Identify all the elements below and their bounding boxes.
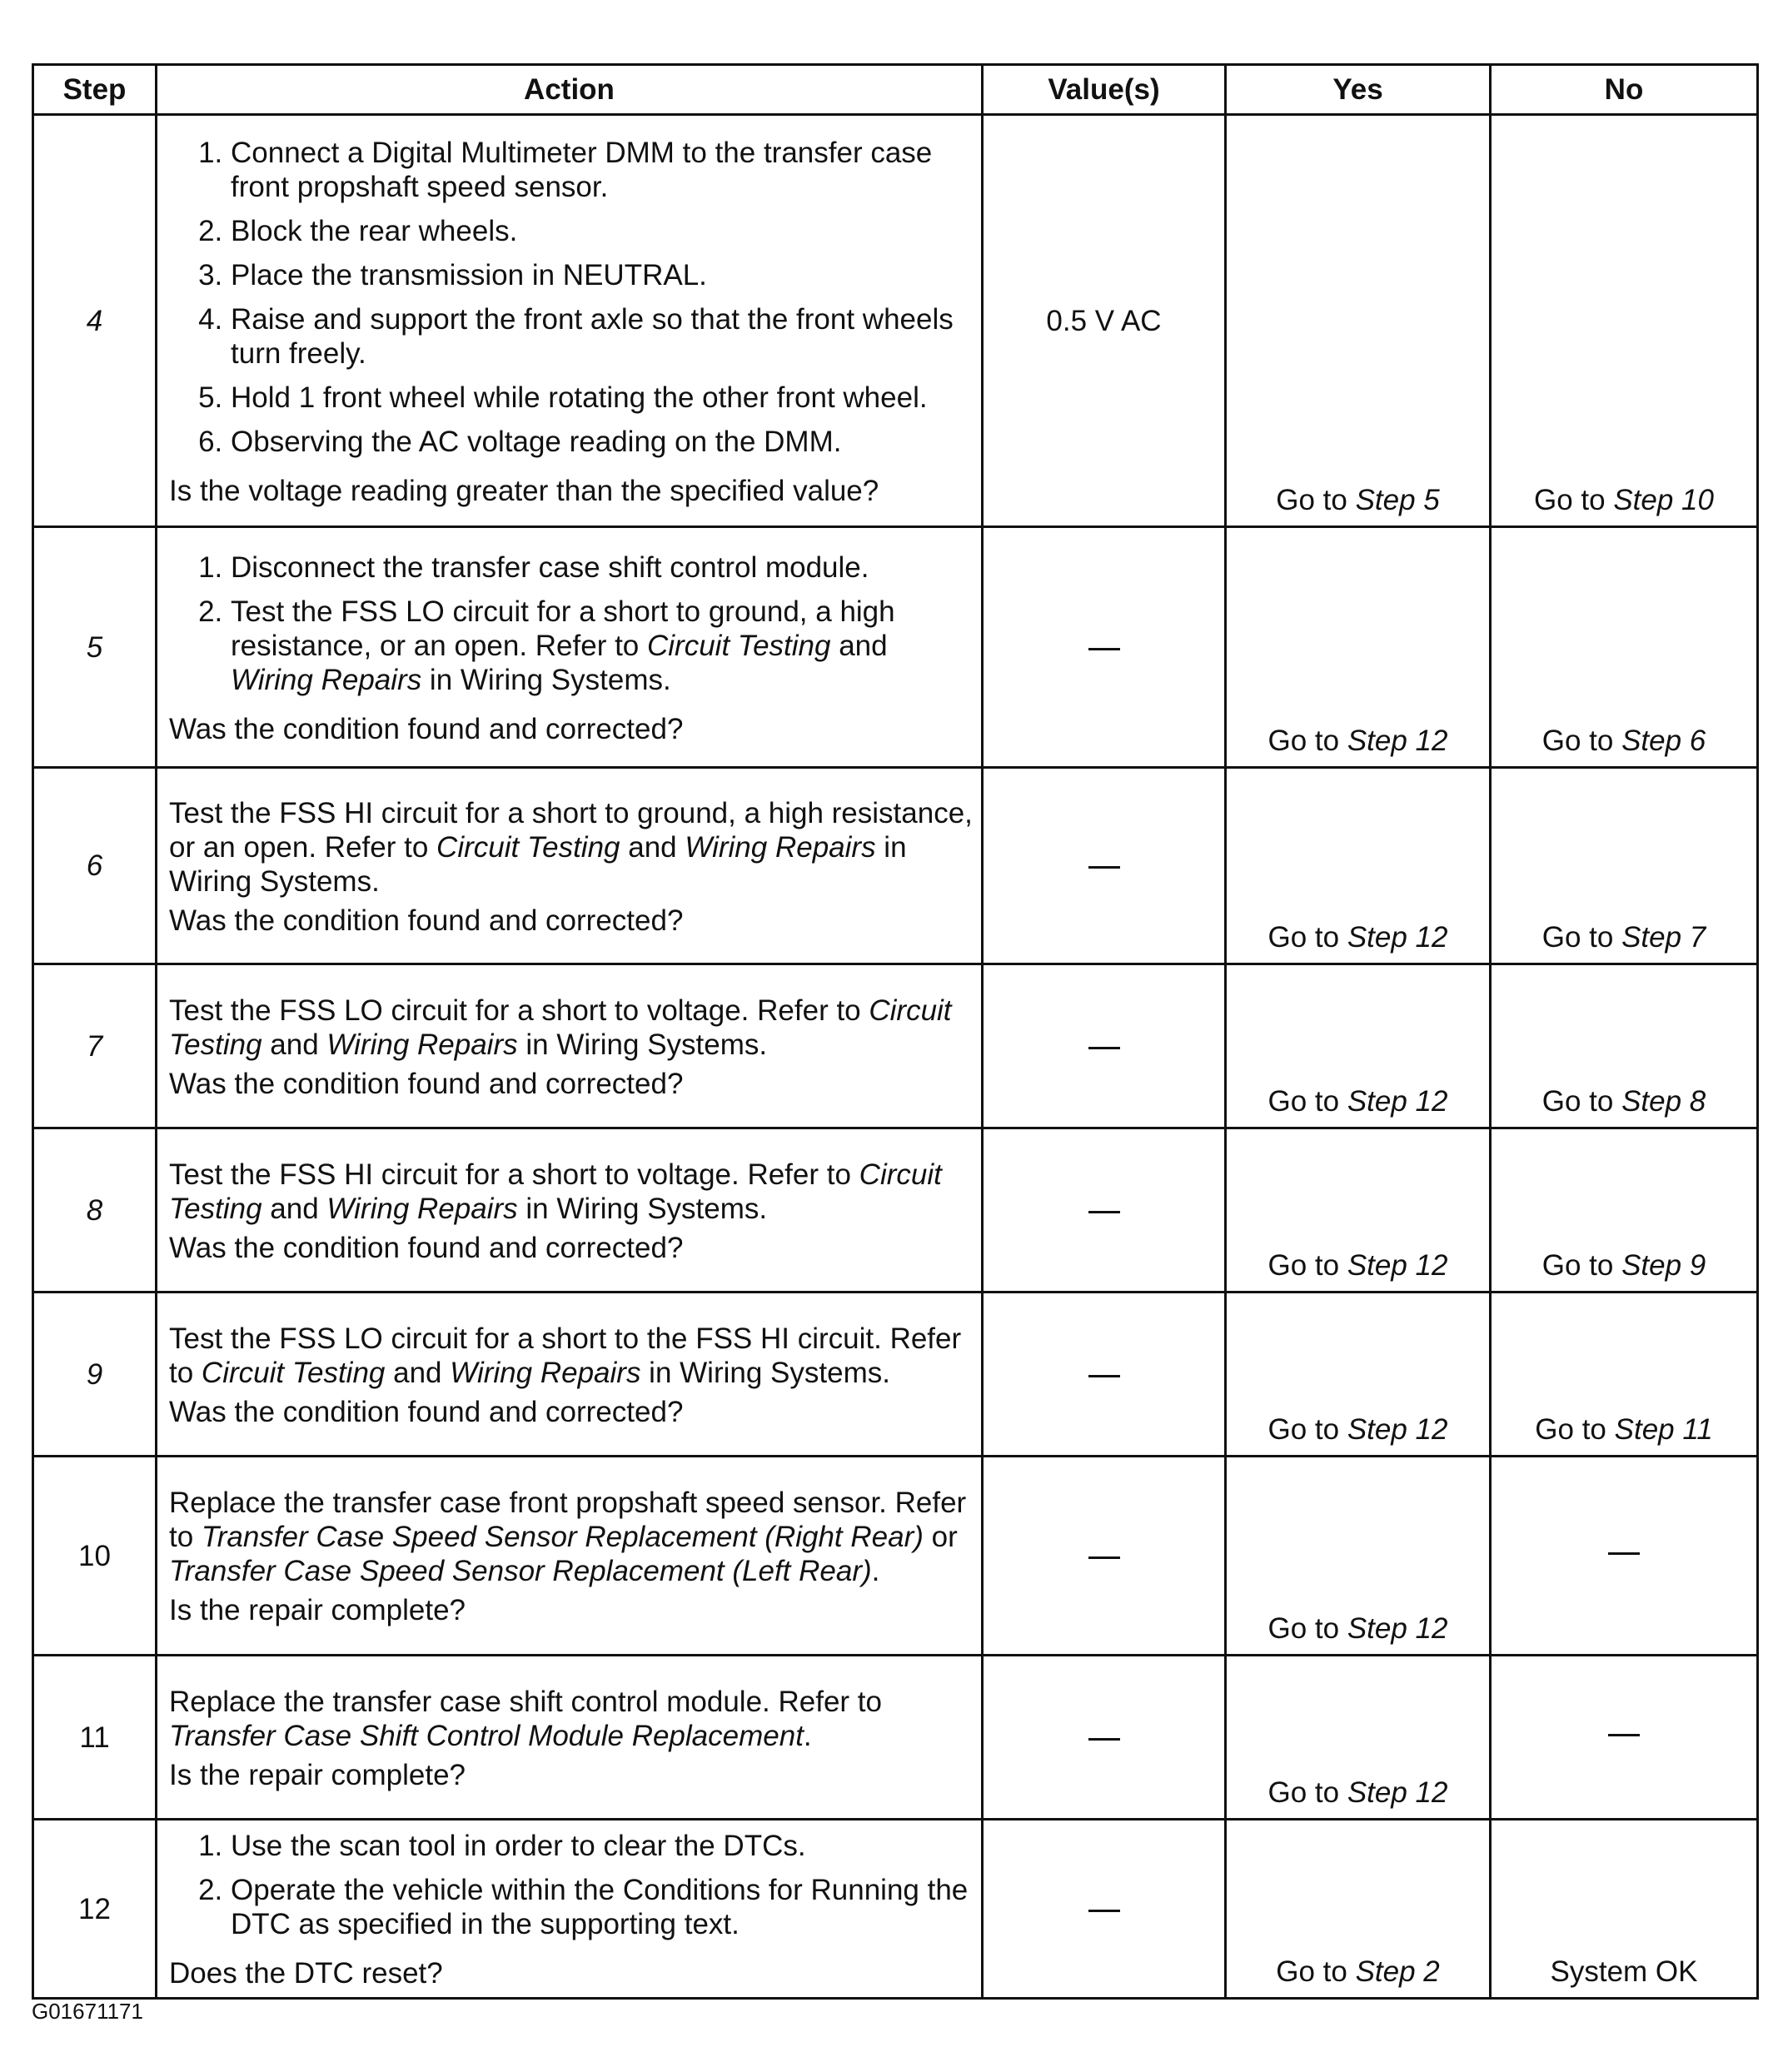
no-cell: Go to Step 8 <box>1491 964 1758 1128</box>
value-cell <box>983 1820 1226 1999</box>
header-row <box>33 65 1758 115</box>
action-question: Was the condition found and corrected? <box>169 712 684 745</box>
table-row <box>33 1656 1758 1820</box>
action-question: Does the DTC reset? <box>169 1957 443 1990</box>
action-cell <box>157 1293 983 1457</box>
value-cell <box>983 527 1226 768</box>
dash-mark <box>1088 866 1120 869</box>
no-cell: Go to Step 9 <box>1491 1128 1758 1293</box>
no-cell: Go to Step 6 <box>1491 527 1758 768</box>
action-text: Test the FSS LO circuit for a short to voltage. Refer to Circuit Testing and Wiring Repairs in Wiring Systems. <box>169 994 952 1061</box>
yes-cell: Go to Step 5 <box>1226 115 1491 527</box>
step-number: 11 <box>33 1656 157 1820</box>
action-cell <box>157 1128 983 1293</box>
action-item: 3. Place the transmission in NEUTRAL. <box>231 258 973 292</box>
no-cell <box>1491 1656 1758 1820</box>
step-number: 9 <box>33 1293 157 1457</box>
table-row <box>33 1293 1758 1457</box>
dash-mark <box>1088 648 1120 650</box>
header-values: Value(s) <box>983 65 1226 115</box>
action-item: 5. Hold 1 front wheel while rotating the other front wheel. <box>231 381 973 415</box>
action-cell <box>157 768 983 964</box>
header-step: Step <box>33 65 157 115</box>
step-number: 12 <box>33 1820 157 1999</box>
no-cell <box>1491 1457 1758 1656</box>
action-cell <box>157 115 983 527</box>
step-number: 5 <box>33 527 157 768</box>
value-cell <box>983 1293 1226 1457</box>
action-question: Was the condition found and corrected? <box>169 1395 684 1428</box>
value-cell <box>983 1128 1226 1293</box>
action-item: 4. Raise and support the front axle so that the front wheels turn freely. <box>231 302 973 371</box>
step-number: 7 <box>33 964 157 1128</box>
action-text: Test the FSS HI circuit for a short to ground, a high resistance, or an open. Refer to Circuit Testing and Wiring Repairs in Wiring Systems. <box>169 796 973 898</box>
action-cell <box>157 1457 983 1656</box>
dash-mark <box>1608 1552 1640 1555</box>
action-question: Is the voltage reading greater than the specified value? <box>169 474 879 507</box>
dash-mark <box>1608 1734 1640 1736</box>
yes-cell: Go to Step 2 <box>1226 1820 1491 1999</box>
action-cell <box>157 1656 983 1820</box>
action-question: Was the condition found and corrected? <box>169 904 684 937</box>
action-question: Was the condition found and corrected? <box>169 1067 684 1100</box>
value-cell <box>983 1457 1226 1656</box>
table-row <box>33 1820 1758 1999</box>
action-question: Is the repair complete? <box>169 1594 466 1626</box>
header-action: Action <box>157 65 983 115</box>
step-number: 4 <box>33 115 157 527</box>
step-number: 6 <box>33 768 157 964</box>
yes-cell: Go to Step 12 <box>1226 1128 1491 1293</box>
no-cell: Go to Step 7 <box>1491 768 1758 964</box>
no-cell: System OK <box>1491 1820 1758 1999</box>
action-cell <box>157 964 983 1128</box>
action-question: Is the repair complete? <box>169 1758 466 1791</box>
header-yes: Yes <box>1226 65 1491 115</box>
table-row <box>33 527 1758 768</box>
value-cell <box>983 1656 1226 1820</box>
diagnostic-table <box>32 63 1759 2000</box>
action-item: 1. Use the scan tool in order to clear the DTCs. <box>231 1829 973 1863</box>
table-row <box>33 1128 1758 1293</box>
step-number: 8 <box>33 1128 157 1293</box>
no-cell: Go to Step 11 <box>1491 1293 1758 1457</box>
yes-cell: Go to Step 12 <box>1226 527 1491 768</box>
yes-cell: Go to Step 12 <box>1226 964 1491 1128</box>
dash-mark <box>1088 1556 1120 1559</box>
yes-cell: Go to Step 12 <box>1226 1293 1491 1457</box>
table-row <box>33 964 1758 1128</box>
yes-cell: Go to Step 12 <box>1226 768 1491 964</box>
table-row <box>33 115 1758 527</box>
no-cell: Go to Step 10 <box>1491 115 1758 527</box>
dash-mark <box>1088 1211 1120 1213</box>
dash-mark <box>1088 1910 1120 1912</box>
action-item: 2. Block the rear wheels. <box>231 214 973 248</box>
table-row <box>33 1457 1758 1656</box>
yes-cell: Go to Step 12 <box>1226 1457 1491 1656</box>
action-item: 2. Operate the vehicle within the Conditions for Running the DTC as specified in the supporting text. <box>231 1873 973 1941</box>
dash-mark <box>1088 1047 1120 1049</box>
action-text: Replace the transfer case shift control module. Refer to Transfer Case Shift Control Module Replacement. <box>169 1685 882 1752</box>
action-item: 6. Observing the AC voltage reading on the DMM. <box>231 425 973 459</box>
step-number: 10 <box>33 1457 157 1656</box>
table-row <box>33 768 1758 964</box>
value-cell <box>983 964 1226 1128</box>
yes-cell: Go to Step 12 <box>1226 1656 1491 1820</box>
action-item: 2. Test the FSS LO circuit for a short to ground, a high resistance, or an open. Refer to Circuit Testing and Wiring Repairs in Wiring Systems. <box>231 595 973 697</box>
action-text: Test the FSS HI circuit for a short to voltage. Refer to Circuit Testing and Wiring Repairs in Wiring Systems. <box>169 1158 942 1225</box>
action-text: Replace the transfer case front propshaft speed sensor. Refer to Transfer Case Speed Sensor Replacement (Right Rear) or Transfer Case Speed Sensor Replacement (Left Rear). <box>169 1487 967 1587</box>
action-text: Test the FSS LO circuit for a short to the FSS HI circuit. Refer to Circuit Testing and Wiring Repairs in Wiring Systems. <box>169 1322 962 1389</box>
figure-code: G01671171 <box>32 1999 143 2024</box>
action-cell <box>157 1820 983 1999</box>
action-item: 1. Connect a Digital Multimeter DMM to the transfer case front propshaft speed sensor. <box>231 136 973 204</box>
action-cell <box>157 527 983 768</box>
dash-mark <box>1088 1375 1120 1377</box>
action-item: 1. Disconnect the transfer case shift control module. <box>231 550 973 585</box>
value-cell <box>983 768 1226 964</box>
value-cell: 0.5 V AC <box>983 115 1226 527</box>
action-question: Was the condition found and corrected? <box>169 1231 684 1264</box>
header-no: No <box>1491 65 1758 115</box>
dash-mark <box>1088 1738 1120 1741</box>
